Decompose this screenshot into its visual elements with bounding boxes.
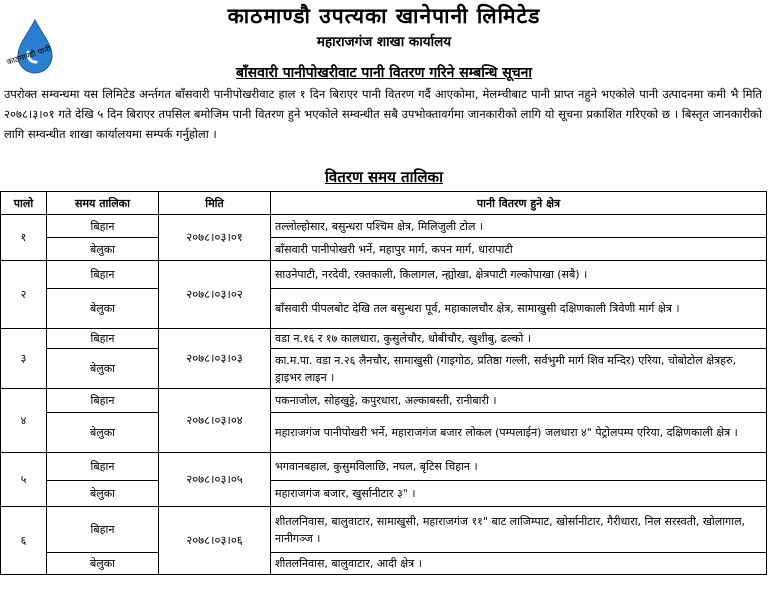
date-cell: २०७८।०३।०४ bbox=[159, 389, 271, 453]
header-time: समय तालिका bbox=[47, 192, 159, 215]
morning-area: पकनाजोल, सोहखुट्टे, कपुरधारा, अल्काबस्ती, रानीबारी । bbox=[271, 389, 767, 413]
company-title: काठमाण्डौ उपत्यका खानेपानी लिमिटेड bbox=[227, 4, 541, 28]
date-cell: २०७८।०३।०१ bbox=[159, 215, 271, 261]
table-row bbox=[1, 289, 767, 329]
evening-label: बेलुका bbox=[47, 413, 159, 453]
morning-area: भगवानबहाल, कुसुमविलाछि, नघल, बृटिस चिहान । bbox=[271, 453, 767, 481]
notice-body: उपरोक्त सम्वन्धमा यस लिमिटेड अर्न्तगत बाँसवारी पानीपोखरीवाट हाल १ दिन बिराएर पानी वितरण गर्दै आएकोमा, मेलम्चीबाट पानी प्राप्त नहुने भएकोले पानी उत्पादनमा कमी भै मिति २०७८।३।०१ गते देखि ५ दिन बिराएर तपसिल बमोजिम पानी वितरण हुने भएकोले सम्वन्धीत सबै उपभोक्तावर्गमा जानकारीको लागि यो सूचना प्रकाशित गरिएको छ । बिस्तृत जानकारीको लागि सम्वन्धीत शाखा कार्यालयमा सम्पर्क गर्नुहोला । bbox=[4, 87, 762, 141]
morning-area: शीतलनिवास, बालुवाटार, सामाखुसी, महाराजगंज ११" बाट लाजिम्पाट, खोर्सानीटार, गैरीधारा, निल सरस्वती, खोलागाल, नानीगञ्ज । bbox=[271, 507, 767, 553]
table-row bbox=[1, 349, 767, 389]
morning-label: बिहान bbox=[47, 453, 159, 481]
table-row bbox=[1, 553, 767, 575]
turn-cell: २ bbox=[1, 261, 47, 329]
notice-title: बाँसवारी पानीपोखरीवाट पानी वितरण गरिने सम्बन्धि सूचना bbox=[236, 65, 532, 81]
date-cell: २०७८।०३।०२ bbox=[159, 261, 271, 329]
table-row bbox=[1, 413, 767, 453]
morning-label: बिहान bbox=[47, 215, 159, 238]
table-row bbox=[1, 261, 767, 289]
evening-label: बेलुका bbox=[47, 289, 159, 329]
evening-area: महाराजगंज पानीपोखरी भर्ने, महाराजगंज बजार लोकल (पम्पलाईन) जलधारा ४" पेट्रोलपम्प एरिया, दक्षिणकाली क्षेत्र । bbox=[271, 413, 767, 453]
evening-area: महाराजगंज बजार, खुर्सानीटार ३" । bbox=[271, 481, 767, 507]
morning-label: बिहान bbox=[47, 329, 159, 349]
logo-text: काठमाण्डौ पानी bbox=[5, 44, 52, 67]
morning-area: तल्लोल्होसार, बसुन्धरा पश्चिम क्षेत्र, मिलिजुली टोल । bbox=[271, 215, 767, 238]
morning-area: साउनेपाटी, नरदेवी, रक्तकाली, किलागल, न्ह्योखा, क्षेत्रपाटी गल्कोपाखा (सबै) । bbox=[271, 261, 767, 289]
evening-label: बेलुका bbox=[47, 553, 159, 575]
office-name: महाराजगंज शाखा कार्यालय bbox=[316, 34, 452, 50]
morning-label: बिहान bbox=[47, 507, 159, 553]
header-turn: पालो bbox=[1, 192, 47, 215]
turn-cell: १ bbox=[1, 215, 47, 261]
evening-area: बाँसवारी पानीपोखरी भर्ने, महापुर मार्ग, कपन मार्ग, धारापाटी bbox=[271, 238, 767, 261]
table-row bbox=[1, 453, 767, 481]
date-cell: २०७८।०३।०६ bbox=[159, 507, 271, 575]
turn-cell: ६ bbox=[1, 507, 47, 575]
date-cell: २०७८।०३।०३ bbox=[159, 329, 271, 389]
evening-area: शीतलनिवास, बालुवाटार, आदी क्षेत्र । bbox=[271, 553, 767, 575]
table-row bbox=[1, 238, 767, 261]
evening-area: का.म.पा. वडा न.२६ लैनचौर, सामाखुसी (गाइगोठ, प्रतिष्ठा गल्ली, सर्वभुमी मार्ग शिव मन्दिर) एरिया, चोबोटोल क्षेत्रहरु, ड्राइभर लाइन । bbox=[271, 349, 767, 389]
header-area: पानी वितरण हुने क्षेत्र bbox=[271, 192, 767, 215]
table-row bbox=[1, 389, 767, 413]
table-row bbox=[1, 215, 767, 238]
header-date: मिति bbox=[159, 192, 271, 215]
table-header-row bbox=[1, 192, 767, 215]
morning-label: बिहान bbox=[47, 261, 159, 289]
turn-cell: ४ bbox=[1, 389, 47, 453]
evening-label: बेलुका bbox=[47, 238, 159, 261]
table-row bbox=[1, 329, 767, 349]
evening-area: बाँसवारी पीपलबोट देखि तल बसुन्धरा पूर्व, महाकालचौर क्षेत्र, सामाखुसी दक्षिणकाली त्रिवेणी मार्ग क्षेत्र । bbox=[271, 289, 767, 329]
turn-cell: ५ bbox=[1, 453, 47, 507]
morning-area: वडा न.१६ र १७ कालधारा, कुसुलेचौर, धोबीचौर, खुशीबु, ढल्को । bbox=[271, 329, 767, 349]
schedule-title: वितरण समय तालिका bbox=[325, 168, 443, 186]
distribution-schedule-table bbox=[0, 191, 767, 575]
table-row bbox=[1, 481, 767, 507]
evening-label: बेलुका bbox=[47, 481, 159, 507]
date-cell: २०७८।०३।०५ bbox=[159, 453, 271, 507]
morning-label: बिहान bbox=[47, 389, 159, 413]
table-row bbox=[1, 507, 767, 553]
evening-label: बेलुका bbox=[47, 349, 159, 389]
turn-cell: ३ bbox=[1, 329, 47, 389]
